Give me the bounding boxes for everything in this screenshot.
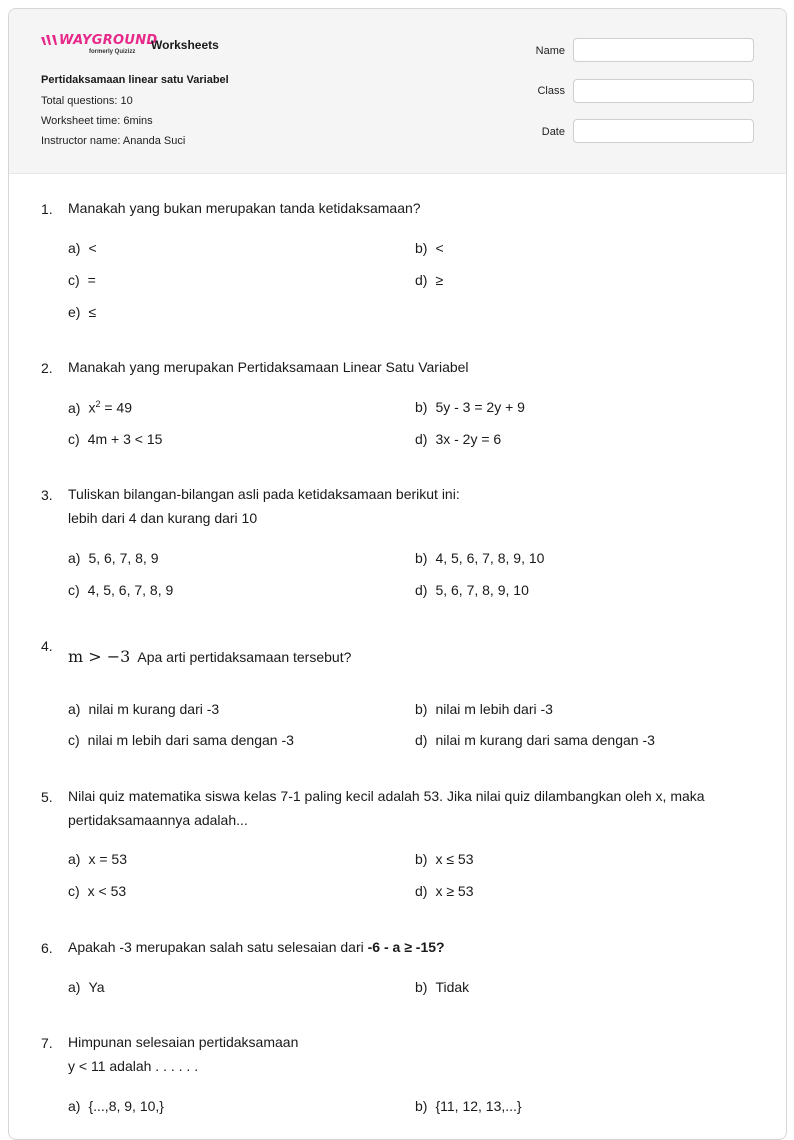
option-value: 4m + 3 < 15	[87, 431, 163, 447]
option-value: nilai m kurang dari -3	[88, 701, 220, 717]
option-key: e)	[68, 304, 81, 320]
worksheet-page	[8, 8, 787, 1140]
question-text	[68, 935, 728, 959]
option-key: c)	[68, 272, 80, 288]
option-key: d)	[415, 272, 428, 288]
option-b[interactable]	[415, 550, 544, 566]
option-a[interactable]	[68, 851, 127, 867]
option-e[interactable]	[68, 304, 96, 320]
option-c[interactable]	[68, 883, 126, 899]
option-value: 5, 6, 7, 8, 9	[88, 550, 159, 566]
option-value: nilai m lebih dari sama dengan -3	[87, 732, 294, 748]
option-d[interactable]	[415, 431, 501, 447]
option-b[interactable]	[415, 240, 444, 256]
option-key: a)	[68, 979, 81, 995]
option-value: nilai m kurang dari sama dengan -3	[435, 732, 655, 748]
question-text: Himpunan selesaian pertidaksamaan	[68, 1034, 299, 1050]
option-c[interactable]	[68, 582, 173, 598]
option-value: x ≤ 53	[435, 851, 474, 867]
question-text-body: Apa arti pertidaksamaan tersebut?	[137, 649, 352, 665]
option-b[interactable]	[415, 701, 553, 717]
option-key: b)	[415, 240, 428, 256]
option-key: b)	[415, 701, 428, 717]
question-text: Manakah yang bukan merupakan tanda ketidaksamaan?	[68, 200, 421, 216]
question-text-line-2: pertidaksamaannya adalah...	[68, 812, 248, 828]
question-text: Tuliskan bilangan-bilangan asli pada ketidaksamaan berikut ini:	[68, 486, 460, 502]
option-d[interactable]	[415, 272, 443, 288]
math-expression: m > −3	[68, 647, 131, 666]
option-key: d)	[415, 883, 428, 899]
option-c[interactable]	[68, 272, 96, 288]
option-key: b)	[415, 851, 428, 867]
name-label: Name	[535, 45, 565, 57]
option-value: {...,8, 9, 10,}	[88, 1098, 164, 1114]
option-b[interactable]	[415, 1098, 522, 1114]
question-text: Nilai quiz matematika siswa kelas 7-1 paling kecil adalah 53. Jika nilai quiz dilambangkan oleh x, maka	[68, 788, 705, 804]
instructor-name: Instructor name: Ananda Suci	[41, 135, 186, 147]
option-d[interactable]	[415, 582, 529, 598]
option-key: b)	[415, 399, 428, 415]
option-a[interactable]	[68, 240, 97, 256]
question-text: Manakah yang merupakan Pertidaksamaan Linear Satu Variabel	[68, 359, 469, 375]
option-a[interactable]	[68, 979, 105, 995]
option-a[interactable]	[68, 399, 132, 416]
option-key: d)	[415, 732, 428, 748]
option-key: c)	[68, 883, 80, 899]
option-value: nilai m lebih dari -3	[435, 701, 553, 717]
option-b[interactable]	[415, 851, 474, 867]
class-label: Class	[537, 85, 565, 97]
date-label: Date	[541, 126, 565, 138]
option-value: <	[88, 240, 97, 256]
option-key: d)	[415, 582, 428, 598]
wayground-logo	[41, 33, 158, 59]
date-field[interactable]	[573, 119, 754, 143]
worksheet-time: Worksheet time: 6mins	[41, 115, 153, 127]
option-value: ≤	[88, 304, 97, 320]
logo-subtitle: formerly Quizizz	[89, 49, 136, 55]
total-questions: Total questions: 10	[41, 95, 133, 107]
question-text-line-2: lebih dari 4 dan kurang dari 10	[68, 510, 258, 526]
option-key: a)	[68, 1098, 81, 1114]
option-value: 3x - 2y = 6	[435, 431, 502, 447]
option-value: =	[87, 272, 96, 288]
option-value: 5, 6, 7, 8, 9, 10	[435, 582, 529, 598]
option-value: x < 53	[87, 883, 127, 899]
question-number: 5.	[41, 789, 53, 805]
option-key: c)	[68, 431, 80, 447]
option-value: Tidak	[435, 979, 470, 995]
question-text	[68, 645, 728, 669]
option-value: 4, 5, 6, 7, 8, 9	[87, 582, 174, 598]
option-a[interactable]	[68, 1098, 164, 1114]
option-key: a)	[68, 240, 81, 256]
option-d[interactable]	[415, 732, 655, 748]
question-number: 3.	[41, 487, 53, 503]
option-a[interactable]	[68, 550, 159, 566]
option-key: c)	[68, 582, 80, 598]
option-value: x ≥ 53	[435, 883, 474, 899]
option-c[interactable]	[68, 431, 162, 447]
worksheet-title: Pertidaksamaan linear satu Variabel	[41, 74, 229, 86]
question-number: 6.	[41, 940, 53, 956]
option-key: d)	[415, 431, 428, 447]
option-value: 4, 5, 6, 7, 8, 9, 10	[435, 550, 545, 566]
option-key: b)	[415, 1098, 428, 1114]
question-number: 7.	[41, 1035, 53, 1051]
option-key: a)	[68, 701, 81, 717]
logo-wordmark: WAYGROUND	[59, 33, 158, 48]
option-value-exponent: 2	[95, 399, 101, 409]
option-key: a)	[68, 399, 81, 416]
logo-mark-icon	[41, 35, 59, 47]
option-key: c)	[68, 732, 80, 748]
option-b[interactable]	[415, 979, 469, 995]
option-d[interactable]	[415, 883, 474, 899]
option-b[interactable]	[415, 399, 525, 415]
question-number: 2.	[41, 360, 53, 376]
option-value: ≥	[435, 272, 444, 288]
option-value: {11, 12, 13,...}	[435, 1098, 522, 1114]
option-key: b)	[415, 979, 428, 995]
option-value-base: x	[88, 399, 96, 416]
option-c[interactable]	[68, 732, 294, 748]
worksheet-header	[9, 9, 786, 174]
option-value: <	[435, 240, 444, 256]
question-number: 4.	[41, 638, 53, 654]
option-value: 5y - 3 = 2y + 9	[435, 399, 525, 415]
name-field[interactable]	[573, 38, 754, 62]
option-key: a)	[68, 851, 81, 867]
option-value-rest: = 49	[100, 399, 132, 416]
option-value: x = 53	[88, 851, 127, 867]
question-text-body: Apakah -3 merupakan salah satu selesaian dari	[68, 939, 368, 955]
option-key: a)	[68, 550, 81, 566]
class-field[interactable]	[573, 79, 754, 103]
question-text-line-2: y < 11 adalah . . . . . .	[68, 1058, 199, 1074]
worksheets-label: Worksheets	[151, 38, 219, 52]
option-value: Ya	[88, 979, 105, 995]
question-number: 1.	[41, 201, 53, 217]
option-a[interactable]	[68, 701, 219, 717]
option-key: b)	[415, 550, 428, 566]
question-text-bold: -6 - a ≥ -15?	[367, 939, 445, 955]
